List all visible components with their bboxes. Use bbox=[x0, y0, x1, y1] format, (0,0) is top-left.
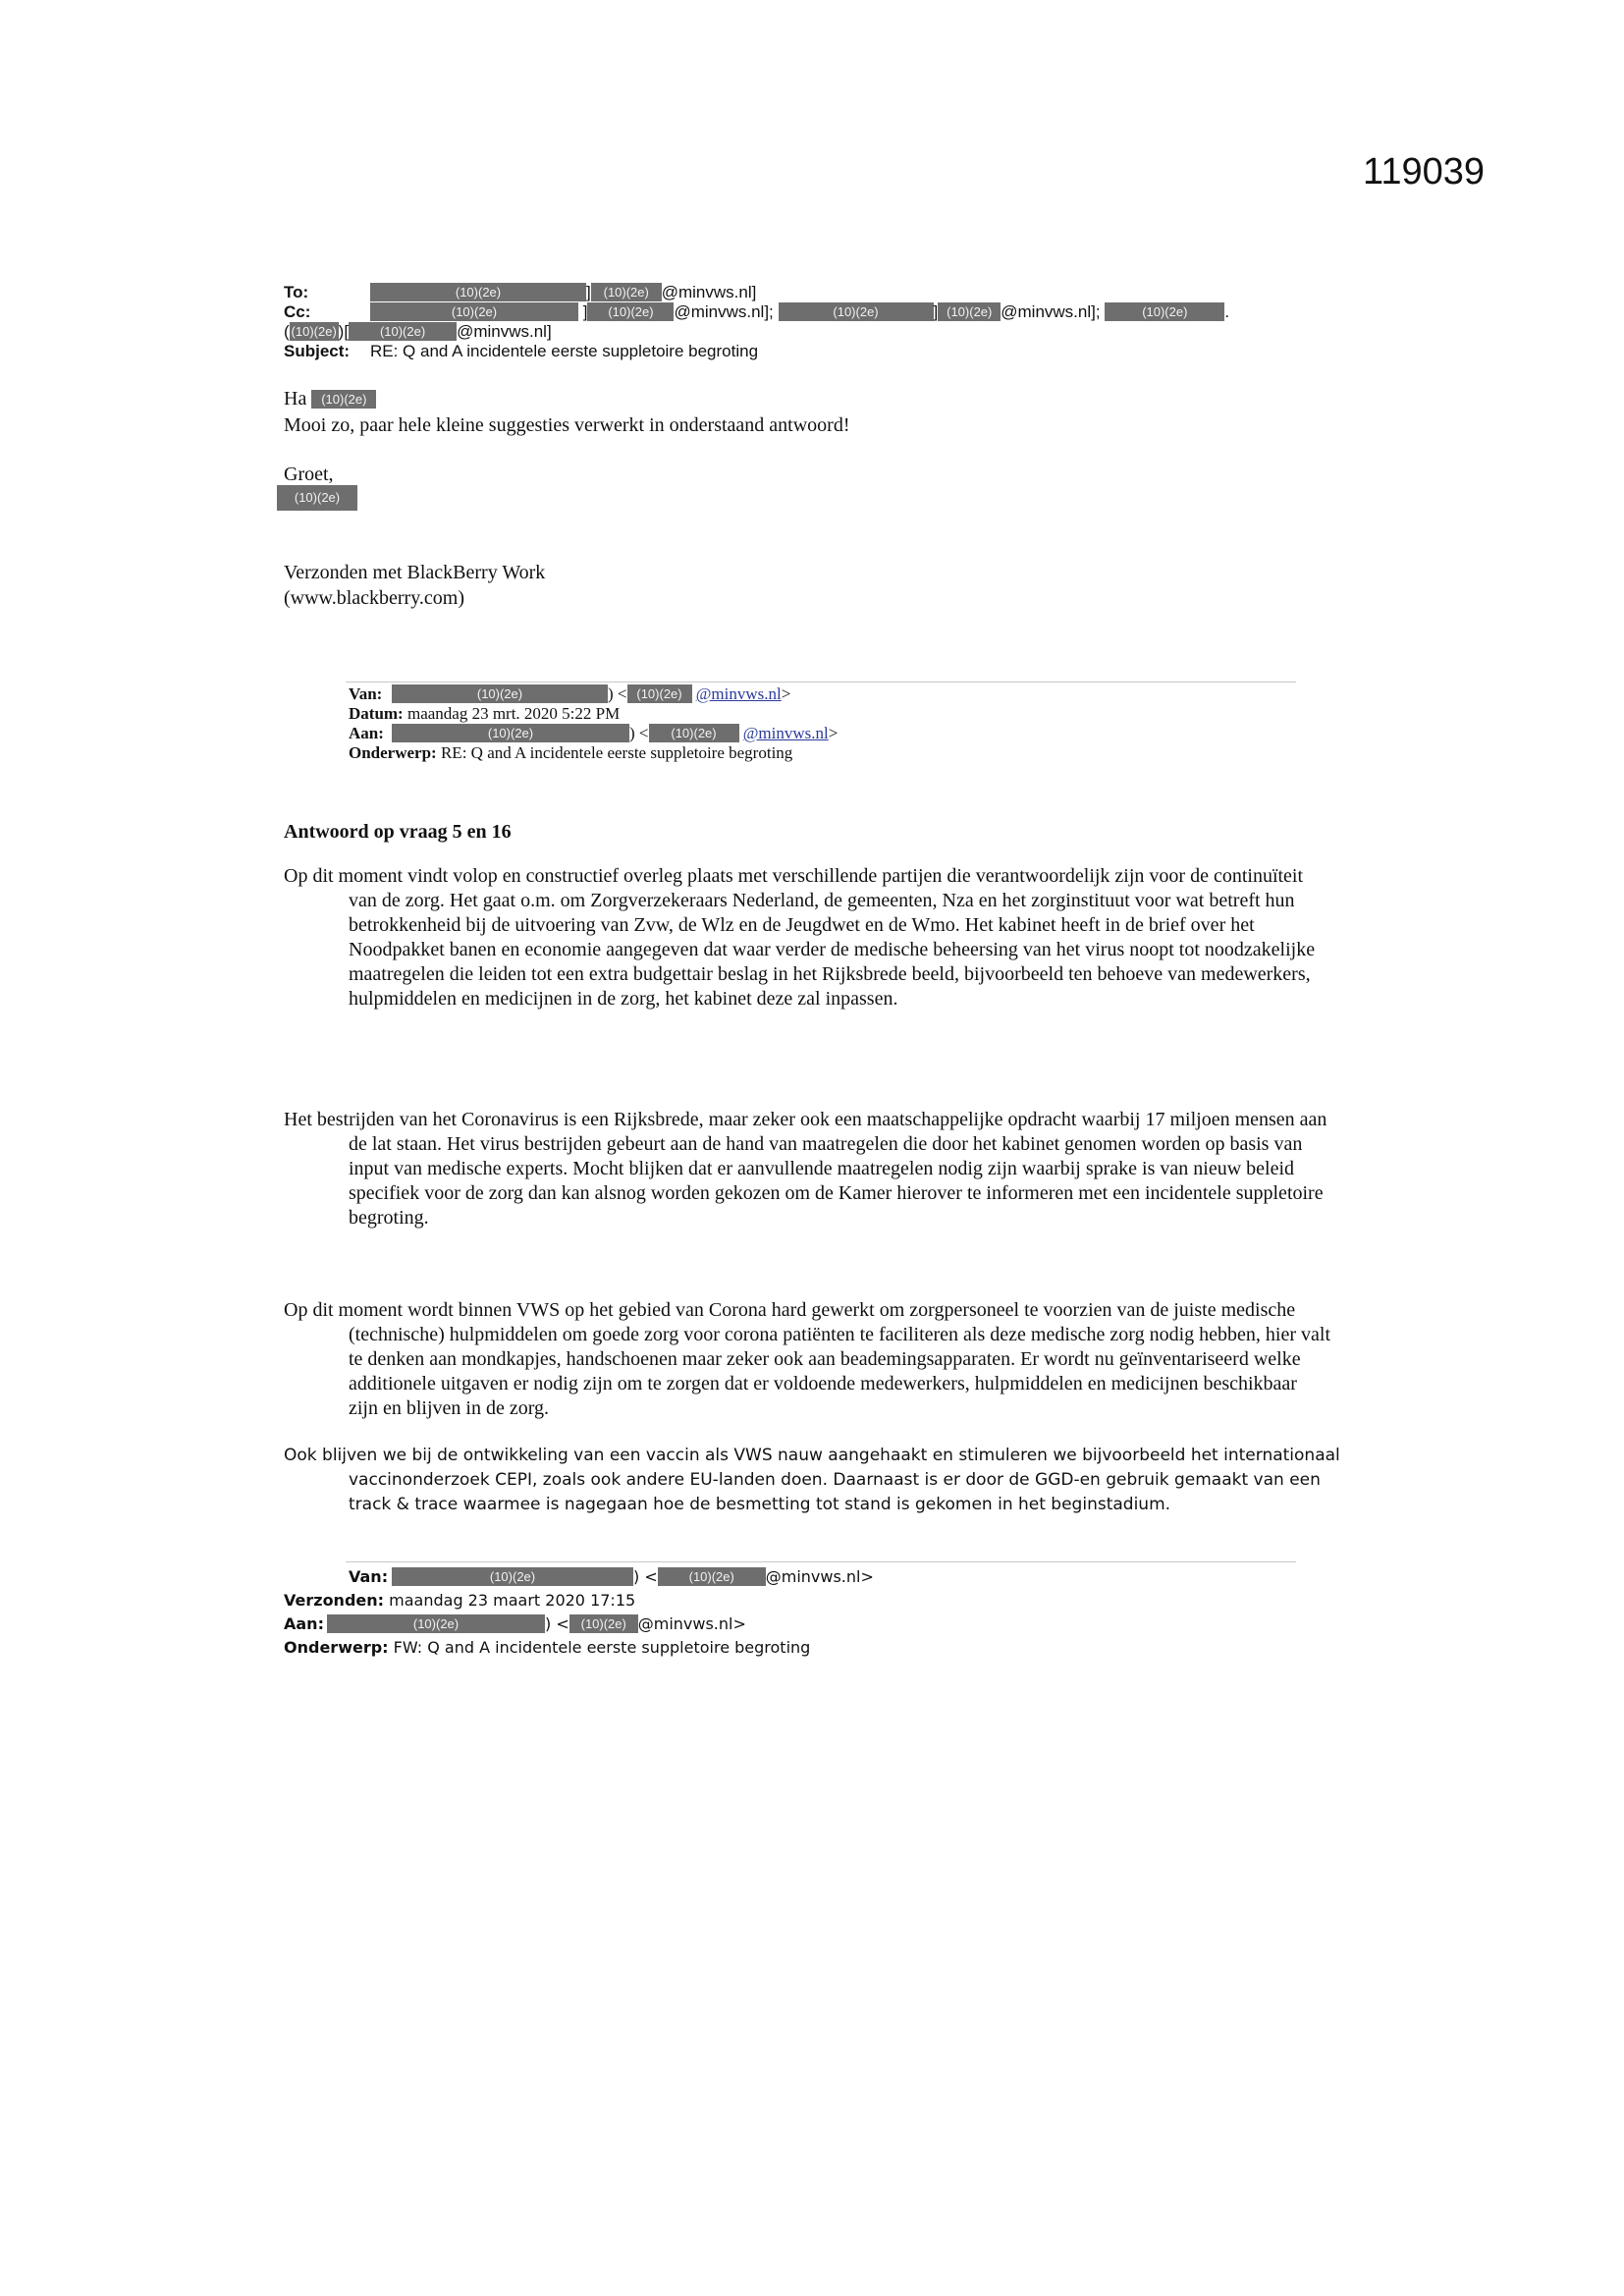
redaction-box: (10)(2e) bbox=[569, 1614, 638, 1633]
onderwerp-text-2: FW: Q and A incidentele eerste suppletoire begroting bbox=[393, 1638, 811, 1657]
redaction-box: (10)(2e) bbox=[392, 1567, 633, 1586]
van-line: Van: (10)(2e) ) < (10)(2e) @minvws.nl> bbox=[349, 684, 791, 703]
cc-email-2: @minvws.nl]; bbox=[1001, 302, 1101, 321]
redaction-box: (10)(2e) bbox=[779, 302, 934, 321]
aan-email-2: @minvws.nl> bbox=[637, 1614, 746, 1633]
van-label-2: Van: bbox=[349, 1567, 389, 1586]
answer-paragraph-3: Op dit moment wordt binnen VWS op het gebied van Corona hard gewerkt om zorgpersoneel te voorzien van de juiste medische (technische) hulpmiddelen om goede zorg voor corona patiënten te faciliteren als deze medische zorg nodig hebben, hier valt te denken aan mondkapjes, handschoenen maar zeker ook aan beademingsapparaten. Er wordt nu geïnventariseerd welke additionele uitgaven er nodig zijn om te zorgen dat er voldoende medewerkers, hulpmiddelen en medicijnen beschikbaar zijn en blijven in de zorg. bbox=[284, 1299, 1330, 1419]
cc-line-2: ( (10)(2e) )[ (10)(2e) @minvws.nl] bbox=[284, 322, 552, 341]
van-label: Van: bbox=[349, 684, 383, 703]
redaction-box: (10)(2e) bbox=[392, 724, 629, 742]
to-email: @minvws.nl] bbox=[661, 283, 757, 301]
onderwerp-label: Onderwerp: bbox=[349, 743, 437, 762]
blackberry-signature bbox=[284, 560, 545, 611]
datum-line bbox=[349, 704, 838, 724]
cc-label: Cc: bbox=[284, 302, 311, 321]
signature-line-2: (www.blackberry.com) bbox=[284, 587, 464, 609]
onderwerp-text: RE: Q and A incidentele eerste suppletoire begroting bbox=[440, 743, 793, 762]
answer-paragraph-1: Op dit moment vindt volop en constructief overleg plaats met verschillende partijen die verantwoordelijk zijn voor de continuïteit van de zorg. Het gaat o.m. om Zorgverzekeraars Nederland, de gemeenten, Nza en het zorginstituut voor wat betreft hun betrokkenheid bij de uitvoering van Zvw, de Wlz en de Jeugdwet en de Wmo. Het kabinet heeft in de brief over het Noodpakket banen en economie aangegeven dat waar verder de medische beheersing van het virus noopt tot noodzakelijke maatregelen die leiden tot een extra budgettair beslag in het Rijksbrede beeld, bijvoorbeeld ten behoeve van medewerkers, hulpmiddelen en medicijnen in de zorg, het kabinet deze zal inpassen. bbox=[284, 865, 1316, 1010]
signature-line-1: Verzonden met BlackBerry Work bbox=[284, 562, 546, 583]
redaction-box: (10)(2e) bbox=[649, 724, 739, 742]
redaction-box: (10)(2e) bbox=[311, 390, 376, 409]
answer-paragraph-2: Het bestrijden van het Coronavirus is een Rijksbrede, maar zeker ook een maatschappelijke opdracht waarbij 17 miljoen mensen aan de lat staan. Het virus bestrijden gebeurt aan de hand van maatregelen die door het kabinet genomen worden op basis van input van medische experts. Mocht blijken dat er aanvullende maatregelen nodig zijn waarbij sprake is van nieuw beleid specifiek voor de zorg dan kan alsnog worden gekozen om de Kamer hierover te informeren met een incidentele suppletoire begroting. bbox=[284, 1109, 1327, 1229]
subject-text: RE: Q and A incidentele eerste suppletoire begroting bbox=[370, 342, 759, 360]
redaction-box: (10)(2e) bbox=[370, 302, 578, 321]
email-header-1 bbox=[284, 283, 1229, 361]
redaction-box: (10)(2e) bbox=[370, 283, 586, 301]
aan-email-link[interactable]: @minvws.nl bbox=[742, 724, 829, 742]
redaction-box: (10)(2e) bbox=[587, 302, 674, 321]
message-line: Mooi zo, paar hele kleine suggesties verwerkt in onderstaand antwoord! bbox=[284, 414, 850, 436]
onderwerp-line-2 bbox=[284, 1636, 874, 1660]
to-line: To: (10)(2e) ] (10)(2e) @minvws.nl] bbox=[284, 283, 757, 301]
redaction-box: (10)(2e) bbox=[1105, 302, 1224, 321]
answer-paragraph-4: Ook blijven we bij de ontwikkeling van een vaccin als VWS nauw aangehaakt en stimuleren we bijvoorbeeld het internationaal vaccinonderzoek CEPI, zoals ook andere EU-landen doen. Daarnaast is er door de GGD-en gebruik gemaakt van een track & trace waarmee is nagegaan hoe de besmetting tot stand is gekomen in het beginstadium. bbox=[284, 1446, 1340, 1514]
redaction-box: (10)(2e) bbox=[658, 1567, 766, 1586]
document-number: 119039 bbox=[1363, 151, 1485, 192]
datum-text: maandag 23 mrt. 2020 5:22 PM bbox=[406, 704, 621, 723]
to-label: To: bbox=[284, 283, 309, 301]
redaction-box: (10)(2e) bbox=[627, 684, 692, 703]
cc-line: Cc: (10)(2e) ] (10)(2e) @minvws.nl]; (10)(2e) ] (10)(2e) @minvws.nl]; (10)(2e) . bbox=[284, 302, 1230, 321]
separator-line bbox=[346, 682, 1296, 683]
answer-heading: Antwoord op vraag 5 en 16 bbox=[284, 821, 512, 843]
verzonden-label: Verzonden: bbox=[284, 1591, 385, 1610]
aan-line-2: Aan: (10)(2e) ) < (10)(2e) @minvws.nl> bbox=[284, 1613, 874, 1636]
van-email-2: @minvws.nl> bbox=[765, 1567, 874, 1586]
email-header-3 bbox=[284, 1565, 874, 1660]
redaction-box: (10)(2e) bbox=[591, 283, 662, 301]
redaction-box: (10)(2e) bbox=[392, 684, 608, 703]
van-line-2: Van: (10)(2e) ) < (10)(2e) @minvws.nl> bbox=[284, 1565, 874, 1589]
subject-line bbox=[284, 342, 1229, 361]
subject-label: Subject: bbox=[284, 342, 351, 360]
aan-line: Aan: (10)(2e) ) < (10)(2e) @minvws.nl> bbox=[349, 724, 839, 742]
onderwerp-label-2: Onderwerp: bbox=[284, 1638, 389, 1657]
verzonden-text: maandag 23 maart 2020 17:15 bbox=[389, 1591, 636, 1610]
aan-label-2: Aan: bbox=[284, 1614, 324, 1633]
closing: Groet, bbox=[284, 464, 334, 485]
cc-email-1: @minvws.nl]; bbox=[674, 302, 774, 321]
onderwerp-line bbox=[349, 743, 838, 763]
van-email-link[interactable]: @minvws.nl bbox=[695, 684, 782, 703]
datum-label: Datum: bbox=[349, 704, 404, 723]
verzonden-line bbox=[284, 1589, 874, 1613]
separator-line-2 bbox=[346, 1561, 1296, 1562]
redaction-box: (10)(2e) bbox=[277, 485, 357, 511]
redaction-box: (10)(2e) bbox=[291, 324, 337, 339]
redaction-box: (10)(2e) bbox=[938, 302, 1001, 321]
signature-redaction bbox=[277, 485, 357, 511]
aan-label: Aan: bbox=[349, 724, 384, 742]
greeting: Ha bbox=[284, 388, 307, 410]
email-header-2 bbox=[349, 684, 838, 763]
cc-email-3: @minvws.nl] bbox=[457, 322, 552, 341]
redaction-box: (10)(2e) bbox=[327, 1614, 545, 1633]
redaction-box: (10)(2e) bbox=[349, 322, 457, 341]
greeting-line bbox=[284, 386, 376, 411]
